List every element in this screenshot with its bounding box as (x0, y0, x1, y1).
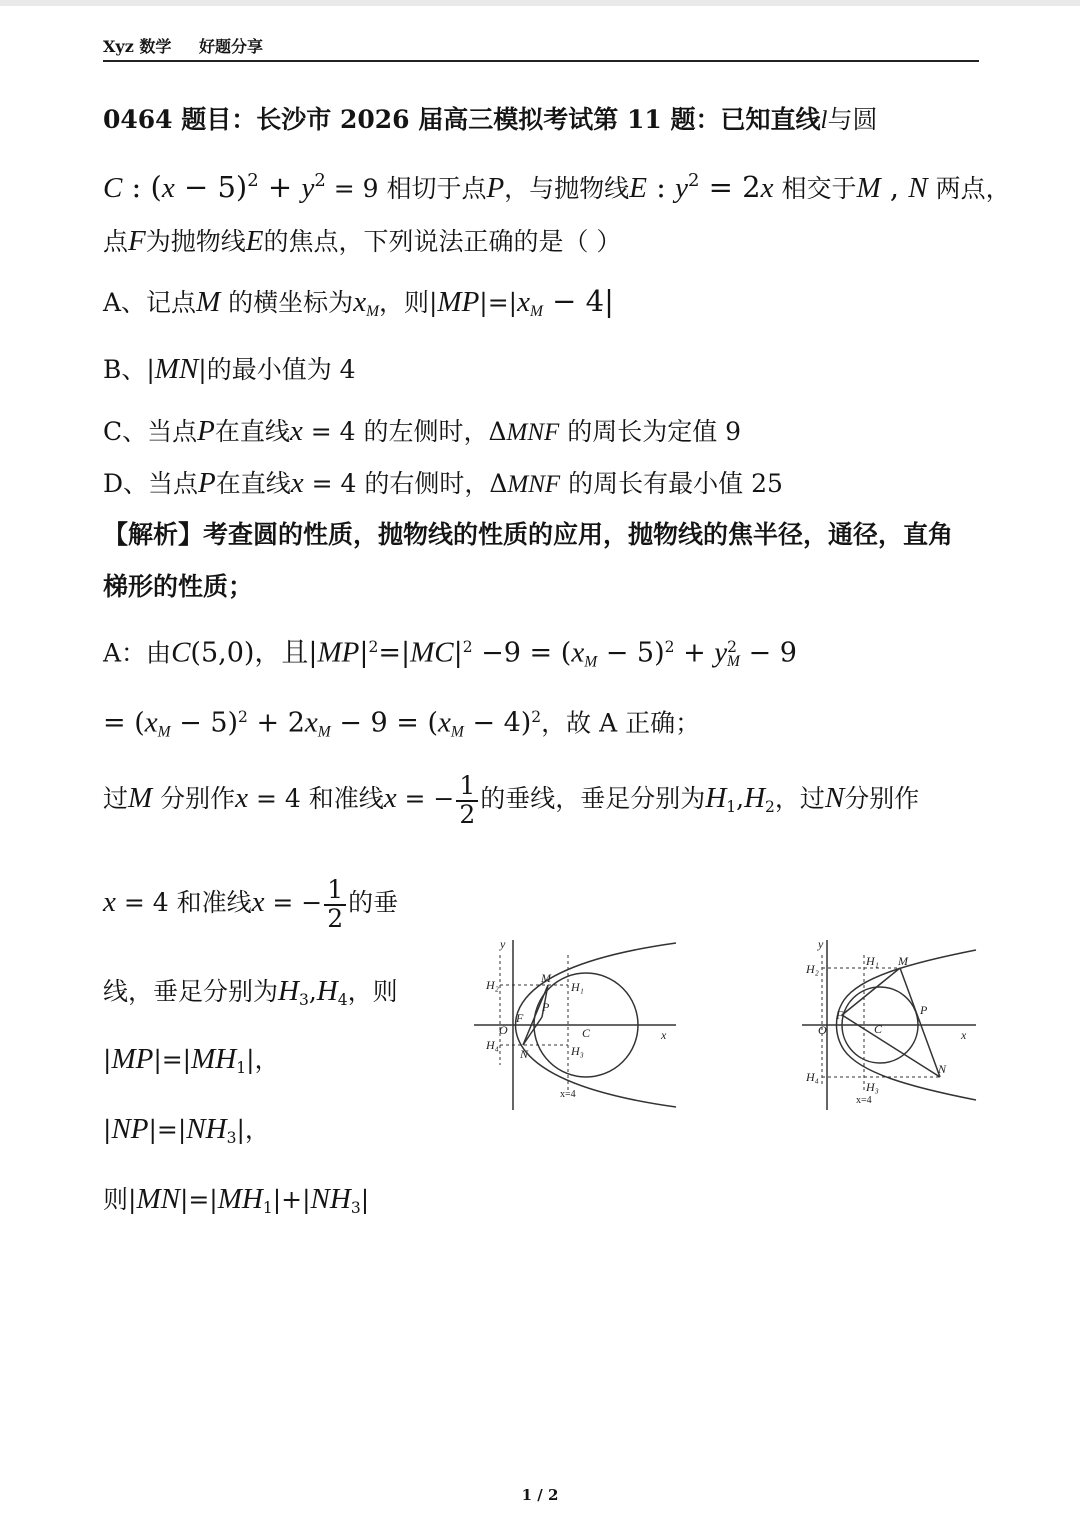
frac1-den: 2 (459, 799, 476, 829)
q2-s: M (856, 171, 881, 204)
opt-c-6: MNF (506, 419, 560, 446)
q2-i: = 9 相切于点 (325, 173, 487, 203)
an-f-5: 1 (236, 1058, 247, 1077)
fig2-label-m: M (898, 954, 908, 968)
q2-c: x (161, 171, 175, 204)
frac2-num: 1 (324, 877, 346, 905)
opt-a-2: M (196, 286, 221, 318)
an-c-18: 分别作 (844, 784, 920, 813)
an-c-4: x (235, 782, 249, 814)
an-h-1: 则| (103, 1185, 137, 1214)
fig2-seg-mf (842, 968, 900, 1015)
an-a-5: | (359, 637, 369, 669)
fig1-label-o: O (499, 1023, 508, 1037)
page-header (103, 34, 979, 62)
fig1-label-f: F (516, 1011, 524, 1025)
q2-r: 相交于 (773, 173, 857, 203)
fig2-label-x4: x=4 (856, 1095, 872, 1106)
an-c-3: 分别作 (152, 784, 236, 813)
header-left: Xyz 数学 (103, 37, 172, 56)
fig2-label-c: C (874, 1022, 883, 1036)
opt-d-2: P (198, 467, 216, 499)
frac-half-2 (324, 877, 346, 932)
q3-d: E (245, 225, 264, 257)
opt-a-6: ，则| (378, 288, 438, 317)
an-d-2: = 4 和准线 (115, 888, 252, 917)
an-f-4: MH (191, 1043, 237, 1075)
an-b-8: M (317, 723, 331, 741)
opt-b-1: B、| (103, 355, 155, 384)
opt-a-8: |=| (479, 288, 518, 317)
an-h-6: |+| (272, 1185, 311, 1214)
an-d-4: = − (264, 888, 323, 917)
an-a-9: | (453, 637, 463, 669)
analysis-e-line (103, 974, 398, 1017)
q2-h: 2 (314, 170, 326, 191)
an-c-10: 的垂线，垂足分别为 (480, 784, 706, 813)
fig2-label-o: O (818, 1023, 827, 1037)
opt-b-2: MN (154, 353, 199, 385)
fig1-label-n: N (520, 1047, 529, 1061)
opt-c-7: 的周长为定值 9 (559, 417, 742, 446)
an-f-1: | (103, 1045, 112, 1074)
an-a-17: y (714, 636, 728, 669)
fig1-label-p: P (542, 1000, 550, 1014)
q2-o: 2 (688, 170, 700, 191)
opt-d-5: = 4 的右侧时，Δ (303, 469, 508, 498)
an-c-15: 2 (765, 797, 775, 816)
opt-c-3: 在直线 (214, 417, 290, 446)
an-a-11: −9 = ( (472, 637, 572, 669)
fig2-label-f: F (836, 1008, 844, 1022)
an-h-5: 1 (262, 1198, 273, 1217)
an-e-2: H (278, 975, 299, 1007)
q3-b: F (128, 225, 146, 257)
an-a-10: 2 (462, 638, 473, 656)
q2-n: y (675, 171, 688, 204)
fig2-label-h4: H₄ (806, 1070, 819, 1084)
q2-f: + (258, 169, 302, 204)
opt-a-3: 的横坐标为 (220, 288, 354, 317)
fig1-label-h1: H₁ (571, 980, 584, 994)
fig2-label-p: P (920, 1003, 928, 1017)
an-a-1: A：由 (103, 638, 172, 668)
an-g-5: 3 (226, 1128, 237, 1147)
an-b-4: − 5) (170, 707, 239, 739)
q2-e: 2 (247, 170, 259, 191)
top-band (0, 0, 1080, 6)
an-a-8: MC (410, 636, 454, 669)
an-c-1: 过 (103, 784, 129, 813)
q2-l: E (629, 171, 647, 204)
q2-p: = 2 (699, 169, 761, 204)
frac2-den: 2 (327, 903, 344, 933)
an-b-2: x (144, 706, 158, 739)
an-e-5: H (316, 975, 338, 1007)
an-h-2: MN (136, 1183, 180, 1215)
an-a-7: =| (378, 637, 411, 669)
opt-b-3: |的最小值为 4 (198, 355, 356, 384)
q2-k: ，与抛物线 (504, 173, 630, 203)
fig1-label-m: M (541, 971, 551, 985)
q2-b: : ( (122, 169, 162, 204)
an-e-7: ，则 (347, 977, 398, 1006)
page-number: 1 / 2 (521, 1486, 559, 1504)
q2-d: − 5) (174, 169, 248, 204)
an-c-5: = 4 和准线 (248, 784, 384, 813)
fig1-label-h4: H₄ (486, 1038, 499, 1052)
an-c-7: = − (396, 784, 455, 813)
an-h-9: | (360, 1185, 370, 1214)
an-h-4: MH (217, 1183, 263, 1215)
an-b-13: 2 (531, 708, 542, 726)
an-a-2: C (171, 636, 191, 669)
opt-c-1: C、当点 (103, 417, 198, 446)
figure-1 (470, 935, 685, 1115)
fig2-label-h1: H₁ (866, 954, 879, 968)
q3-a: 点 (103, 227, 129, 256)
option-a (103, 284, 614, 329)
an-a-6: 2 (368, 638, 379, 656)
an-c-13: , (736, 784, 745, 813)
analysis-line-2: 梯形的性质； (103, 572, 254, 601)
an-b-6: + 2 (247, 707, 305, 739)
option-b (103, 352, 356, 387)
fig1-label-h3: H₃ (571, 1044, 584, 1058)
q2-g: y (301, 171, 315, 204)
opt-d-7: 的周长有最小值 25 (560, 469, 783, 498)
an-a-3: (5,0)，且| (190, 637, 318, 669)
fig2-tangent (900, 968, 940, 1077)
an-h-8: 3 (350, 1198, 361, 1217)
fig2-label-x: x (961, 1028, 967, 1042)
opt-a-7: MP (437, 286, 480, 318)
an-b-11: M (450, 723, 464, 741)
opt-a-9: x (517, 286, 530, 318)
an-d-3: x (251, 886, 265, 918)
fig1-label-x4: x=4 (560, 1089, 576, 1100)
an-g-1: | (103, 1115, 112, 1144)
opt-a-10: M (529, 302, 543, 320)
an-a-12: x (571, 636, 585, 669)
opt-c-2: P (197, 415, 215, 447)
frac1-num: 1 (456, 773, 478, 801)
an-d-1: x (103, 886, 116, 918)
an-c-12: 1 (726, 797, 737, 816)
an-g-2: NP (111, 1113, 149, 1145)
an-h-3: |=| (179, 1185, 218, 1214)
fig2-label-h2: H₂ (806, 962, 819, 976)
an-c-2: M (128, 782, 153, 814)
frac-half-1 (456, 773, 478, 828)
an-e-3: 3 (298, 990, 309, 1009)
q3-e: 的焦点，下列说法正确的是（ ） (263, 227, 622, 256)
q2-t: , (880, 169, 909, 204)
q2-m: : (646, 169, 676, 204)
analysis-line-1: 【解析】考查圆的性质，抛物线的性质的应用，抛物线的焦半径，通径，直角 (103, 520, 954, 549)
an-g-6: |， (236, 1115, 270, 1144)
an-a-18: 2 (727, 638, 738, 656)
figure-2 (800, 935, 980, 1115)
analysis-f-line (103, 1042, 280, 1085)
fig2-label-y: y (818, 937, 824, 951)
an-a-19: M (727, 653, 740, 671)
q2-j: P (486, 171, 505, 204)
an-a-13: M (584, 653, 598, 671)
fig2-label-n: N (938, 1062, 947, 1076)
an-b-7: x (304, 706, 318, 739)
an-f-6: |， (246, 1045, 280, 1074)
an-h-7: NH (310, 1183, 351, 1215)
var-l: l (820, 107, 828, 134)
an-b-14: ，故 A 正确； (541, 708, 701, 738)
an-a-14: − 5) (597, 637, 665, 669)
an-e-4: , (308, 977, 317, 1006)
an-a-20: − 9 (739, 637, 797, 669)
opt-a-1: A、记点 (103, 288, 197, 317)
analysis-a-line (103, 630, 797, 679)
an-b-1: = ( (103, 707, 145, 739)
an-e-1: 线，垂足分别为 (103, 977, 279, 1006)
q3-c: 为抛物线 (145, 227, 246, 256)
an-b-3: M (157, 723, 171, 741)
opt-d-1: D、当点 (103, 469, 199, 498)
an-b-9: − 9 = ( (330, 707, 438, 739)
question-line1-tail: 与圆 (827, 105, 878, 134)
analysis-c-line (103, 768, 919, 837)
fig2-label-h3: H₃ (866, 1080, 879, 1094)
opt-c-5: = 4 的左侧时，Δ (302, 417, 507, 446)
question-line-2 (103, 164, 1011, 206)
an-c-14: H (744, 782, 766, 814)
an-g-4: NH (186, 1113, 227, 1145)
an-c-16: ，过 (774, 784, 825, 813)
q2-a: C (103, 171, 123, 204)
an-f-2: MP (111, 1043, 154, 1075)
q2-v: 两点， (927, 173, 1011, 203)
an-b-5: 2 (238, 708, 248, 726)
header-right: 好题分享 (198, 37, 263, 56)
fig1-label-y: y (500, 937, 506, 951)
opt-d-6: MNF (507, 471, 561, 498)
an-b-12: − 4) (463, 707, 532, 739)
q2-q: x (760, 171, 774, 204)
an-a-15: 2 (664, 638, 675, 656)
option-c (103, 414, 741, 450)
opt-a-11: − 4| (542, 284, 614, 318)
an-c-6: x (383, 782, 397, 814)
an-e-6: 4 (337, 990, 348, 1009)
analysis-b-line (103, 700, 700, 749)
fig1-label-x: x (661, 1028, 667, 1042)
an-c-17: N (824, 782, 845, 814)
an-c-11: H (705, 782, 727, 814)
analysis-d-line (103, 872, 398, 933)
q2-u: N (908, 171, 928, 204)
option-d (103, 466, 783, 502)
opt-d-3: 在直线 (215, 469, 291, 498)
an-b-10: x (437, 706, 451, 739)
fig1-label-c: C (582, 1026, 591, 1040)
an-d-7: 的垂 (348, 888, 399, 917)
question-line-1 (103, 103, 877, 138)
opt-c-4: x (289, 415, 303, 447)
analysis-g-line (103, 1112, 270, 1155)
fig1-label-h2: H₂ (486, 978, 499, 992)
an-a-16: + (674, 637, 715, 669)
opt-d-4: x (290, 467, 304, 499)
question-line-3 (103, 224, 621, 259)
an-g-3: |=| (148, 1115, 187, 1144)
opt-a-5: M (366, 302, 379, 320)
an-f-3: |=| (153, 1045, 192, 1074)
opt-a-4: x (353, 286, 367, 318)
question-title: 0464 题目：长沙市 2026 届高三模拟考试第 11 题：已知直线 (103, 105, 821, 134)
analysis-h-line (103, 1182, 369, 1225)
an-a-4: MP (317, 636, 360, 669)
